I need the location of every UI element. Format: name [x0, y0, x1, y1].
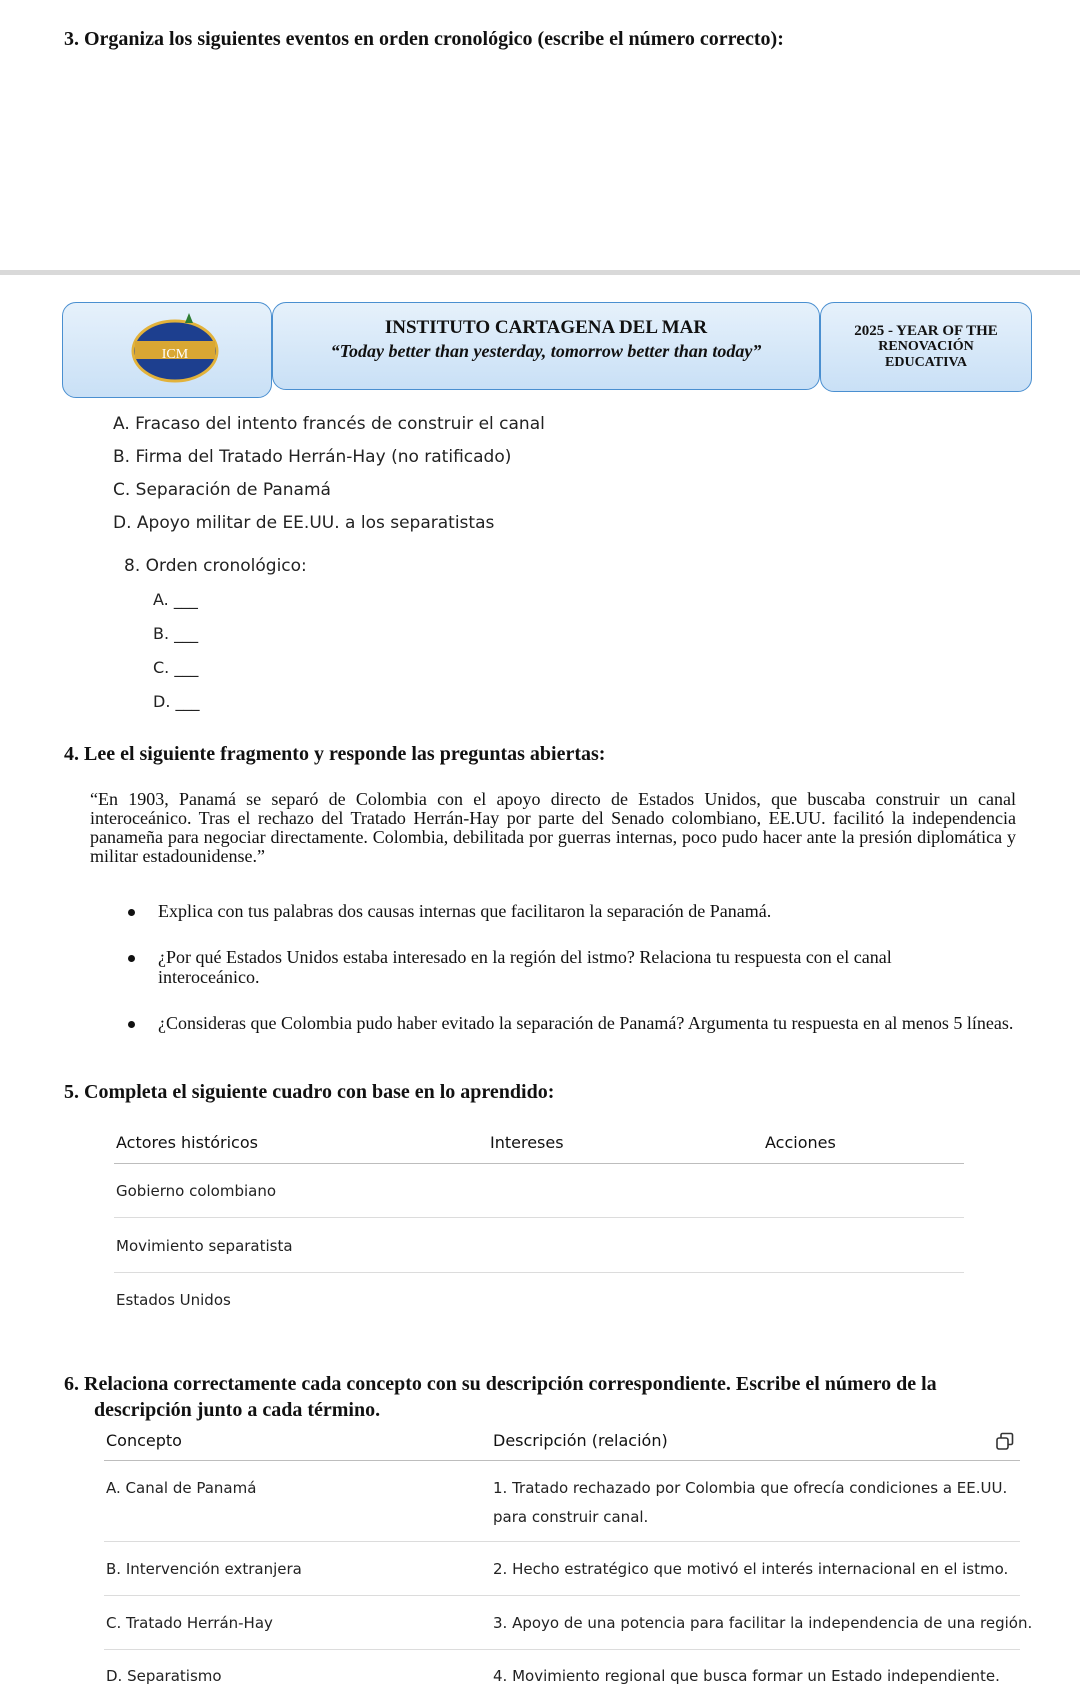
logo-box — [62, 302, 272, 398]
concept-cell: A. Canal de Panamá — [106, 1479, 257, 1497]
question-6-title-cont: descripción junto a cada término. — [94, 1399, 381, 1421]
page-divider — [0, 270, 1080, 275]
event-b: B. Firma del Tratado Herrán-Hay (no ratificado) — [113, 447, 512, 467]
table-header-actors: Actores históricos — [116, 1133, 258, 1152]
order-item-d[interactable]: D. ___ — [153, 692, 200, 711]
table-header-rule — [104, 1460, 1020, 1461]
order-item-b[interactable]: B. ___ — [153, 624, 199, 643]
table-header-description: Descripción (relación) — [493, 1431, 668, 1450]
description-cell: 1. Tratado rechazado por Colombia que ofrecía condiciones a EE.UU. — [493, 1479, 1008, 1497]
question-4-title: 4. Lee el siguiente fragmento y responde las preguntas abiertas: — [64, 743, 606, 765]
institution-box — [272, 302, 820, 390]
open-question-1: Explica con tus palabras dos causas internas que facilitaron la separación de Panamá. — [158, 901, 772, 921]
institution-name: INSTITUTO CARTAGENA DEL MAR — [384, 317, 708, 338]
table-row-rule — [104, 1595, 1020, 1596]
question-3-title: 3. Organiza los siguientes eventos en orden cronológico (escribe el número correcto): — [64, 28, 784, 50]
description-cell: 2. Hecho estratégico que motivó el interés internacional en el istmo. — [493, 1560, 1009, 1578]
table-header-concept: Concepto — [106, 1431, 182, 1450]
description-cell: 4. Movimiento regional que busca formar un Estado independiente. — [493, 1667, 1000, 1685]
bullet-dot — [128, 909, 135, 916]
year-line-1: 2025 - YEAR OF THE — [854, 323, 998, 339]
open-question-2: ¿Por qué Estados Unidos estaba interesado en la región del istmo? Relaciona tu respuesta con el canal interoceánico. — [158, 947, 892, 987]
concept-cell: B. Intervención extranjera — [106, 1560, 302, 1578]
table-row-rule — [104, 1649, 1020, 1650]
table-row-actor: Movimiento separatista — [116, 1237, 293, 1255]
order-item-c[interactable]: C. ___ — [153, 658, 199, 677]
year-line-3: EDUCATIVA — [885, 355, 967, 370]
year-box — [820, 302, 1032, 392]
order-item-a[interactable]: A. ___ — [153, 590, 198, 609]
table-row-actor: Gobierno colombiano — [116, 1182, 277, 1200]
concept-cell: C. Tratado Herrán-Hay — [106, 1614, 273, 1632]
copy-table-icon[interactable] — [994, 1431, 1016, 1453]
reading-fragment: “En 1903, Panamá se separó de Colombia con el apoyo directo de Estados Unidos, que buscaba construir un canal interoceánico. Tras el rechazo del Tratado Herrán-Hay por parte del Senado colombiano, EE.UU. facilitó la independencia panameña para negociar directamente. Colombia, debilitada por guerras internas, poco pudo hacer ante la presión diplomática y militar estadounidense.” — [90, 789, 1016, 866]
description-cell-cont: para construir canal. — [493, 1508, 649, 1526]
school-logo-icon — [63, 303, 271, 397]
table-header-rule — [114, 1163, 964, 1164]
table-row-actor: Estados Unidos — [116, 1291, 231, 1309]
bullet-dot — [128, 955, 135, 962]
table-row-rule — [104, 1541, 1020, 1542]
concept-cell: D. Separatismo — [106, 1667, 222, 1685]
event-a: A. Fracaso del intento francés de construir el canal — [113, 414, 545, 434]
open-question-3: ¿Consideras que Colombia pudo haber evitado la separación de Panamá? Argumenta tu respuesta en al menos 5 líneas. — [158, 1013, 1014, 1033]
school-motto: “Today better than yesterday, tomorrow better than today” — [330, 341, 762, 361]
table-row-rule — [114, 1217, 964, 1218]
year-line-2: RENOVACIÓN — [878, 339, 974, 354]
question-6-title: 6. Relaciona correctamente cada concepto con su descripción correspondiente. Escribe el número de la — [64, 1373, 937, 1395]
table-header-interests: Intereses — [490, 1133, 564, 1152]
description-cell: 3. Apoyo de una potencia para facilitar la independencia de una región. — [493, 1614, 1033, 1632]
order-label: 8. Orden cronológico: — [124, 556, 307, 576]
logo-text: ICM — [161, 347, 189, 362]
bullet-dot — [128, 1021, 135, 1028]
question-5-title: 5. Completa el siguiente cuadro con base en lo aprendido: — [64, 1081, 555, 1103]
event-d: D. Apoyo militar de EE.UU. a los separatistas — [113, 513, 495, 533]
table-row-rule — [114, 1272, 964, 1273]
table-header-actions: Acciones — [765, 1133, 836, 1152]
event-c: C. Separación de Panamá — [113, 480, 331, 500]
